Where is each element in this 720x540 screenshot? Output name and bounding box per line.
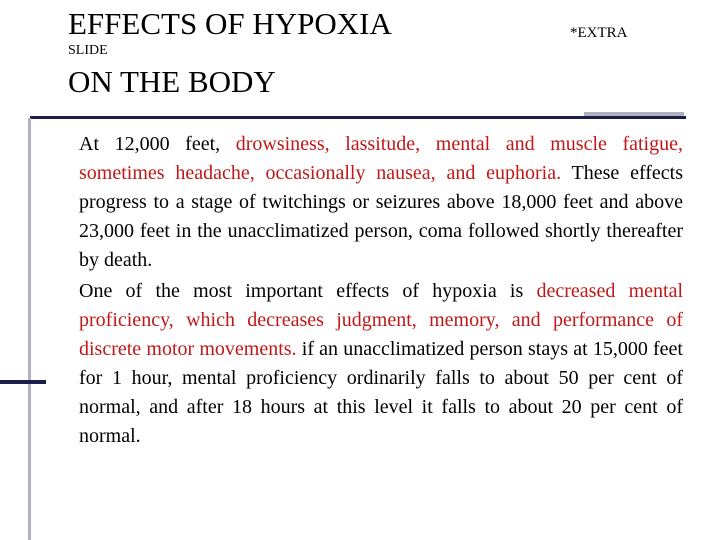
p2-text-rest: if an unacclimatized person stays at 15,000 feet for 1 hour, mental proficiency ordinarily falls to about 50 per cent of normal, and after 18 hours at this level it falls to about 20 per cent of normal. <box>79 338 683 447</box>
left-bar-upper <box>28 118 31 380</box>
p1-highlight-symptoms: drowsiness, lassitude, mental and muscle fatigue, sometimes headache, occasionally nausea, and euphoria. <box>79 133 683 184</box>
title-rule <box>30 116 686 119</box>
p2-text-intro: One of the most important effects of hypoxia is <box>79 280 537 302</box>
slide-title-sub: SLIDE <box>68 43 108 58</box>
p1-text-intro: At 12,000 feet, <box>79 133 236 155</box>
extra-note: *EXTRA <box>570 25 628 41</box>
slide-body <box>79 130 683 451</box>
paragraph-effects-by-altitude <box>79 130 683 275</box>
p1-text-rest: These effects progress to a stage of twitchings or seizures above 18,000 feet and above 23,000 feet in the unacclimatized person, coma followed shortly thereafter by death. <box>79 162 684 271</box>
left-bar-tick <box>0 380 46 384</box>
slide-title-line1: EFFECTS OF HYPOXIA <box>68 6 392 41</box>
slide-title-line2: ON THE BODY <box>68 64 276 99</box>
left-bar-lower <box>28 384 31 540</box>
paragraph-mental-proficiency <box>79 277 683 451</box>
p2-highlight-proficiency: decreased mental proficiency, which decreases judgment, memory, and performance of discrete motor movements. <box>79 280 683 360</box>
